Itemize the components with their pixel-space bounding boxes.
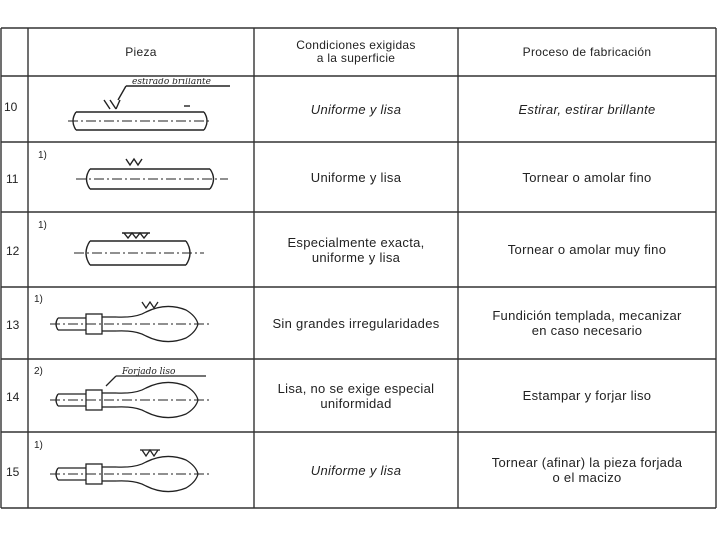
row-number: 14 [6,390,20,404]
header-conditions-line2: a la superficie [316,51,396,65]
footnote-marker: 1) [38,150,47,161]
condition-line: Lisa, no se exige especial [277,380,435,396]
process-line: Fundición templada, mecanizar [492,308,682,323]
cylinder-drawing [60,215,250,281]
condition-cell [254,212,458,287]
process-cell [458,212,716,287]
header-piece [28,28,254,76]
condition-cell [254,359,458,432]
process-line: Tornear o amolar muy fino [507,242,667,257]
header-piece-label: Pieza [125,44,157,59]
row-number: 15 [6,465,20,479]
condition-line: uniformidad [320,395,392,411]
surface-annotation: estirado brillante [132,78,211,87]
header-conditions-line1: Condiciones exigidas [296,38,416,52]
process-cell [458,76,716,142]
header-process [458,28,716,76]
process-cell [458,287,716,359]
condition-line: Sin grandes irregularidades [272,315,440,331]
process-line: Tornear (afinar) la pieza forjada [491,455,683,470]
lever-drawing [46,436,246,506]
condition-line: Uniforme y lisa [310,101,402,117]
process-cell [458,359,716,432]
condition-line: Especialmente exacta, [287,234,425,250]
process-line: Estirar, estirar brillante [518,101,656,117]
header-process-label: Proceso de fabricación [522,44,652,59]
lever-drawing [46,362,246,430]
cylinder-drawing [60,78,250,140]
footnote-marker: 1) [38,220,47,231]
process-line: Tornear o amolar fino [522,169,652,185]
process-cell [458,142,716,212]
footnote-marker: 1) [34,440,43,451]
process-cell [458,432,716,508]
condition-line: uniforme y lisa [311,249,401,265]
footnote-marker: 1) [34,294,43,305]
row-number: 12 [6,244,20,258]
header-conditions [254,28,458,76]
row-number: 11 [6,172,19,186]
surface-annotation: Forjado liso [122,367,176,377]
lever-drawing [46,290,246,356]
condition-cell [254,142,458,212]
condition-cell [254,432,458,508]
process-line: o el macizo [552,470,622,485]
row-number: 10 [4,100,18,114]
process-line: Estampar y forjar liso [522,388,652,403]
condition-line: Uniforme y lisa [310,169,402,185]
condition-cell [254,76,458,142]
condition-line: Uniforme y lisa [310,462,402,478]
footnote-marker: 2) [34,366,43,377]
cylinder-drawing [60,145,250,207]
row-number: 13 [6,318,20,332]
condition-cell [254,287,458,359]
process-line: en caso necesario [531,323,643,338]
